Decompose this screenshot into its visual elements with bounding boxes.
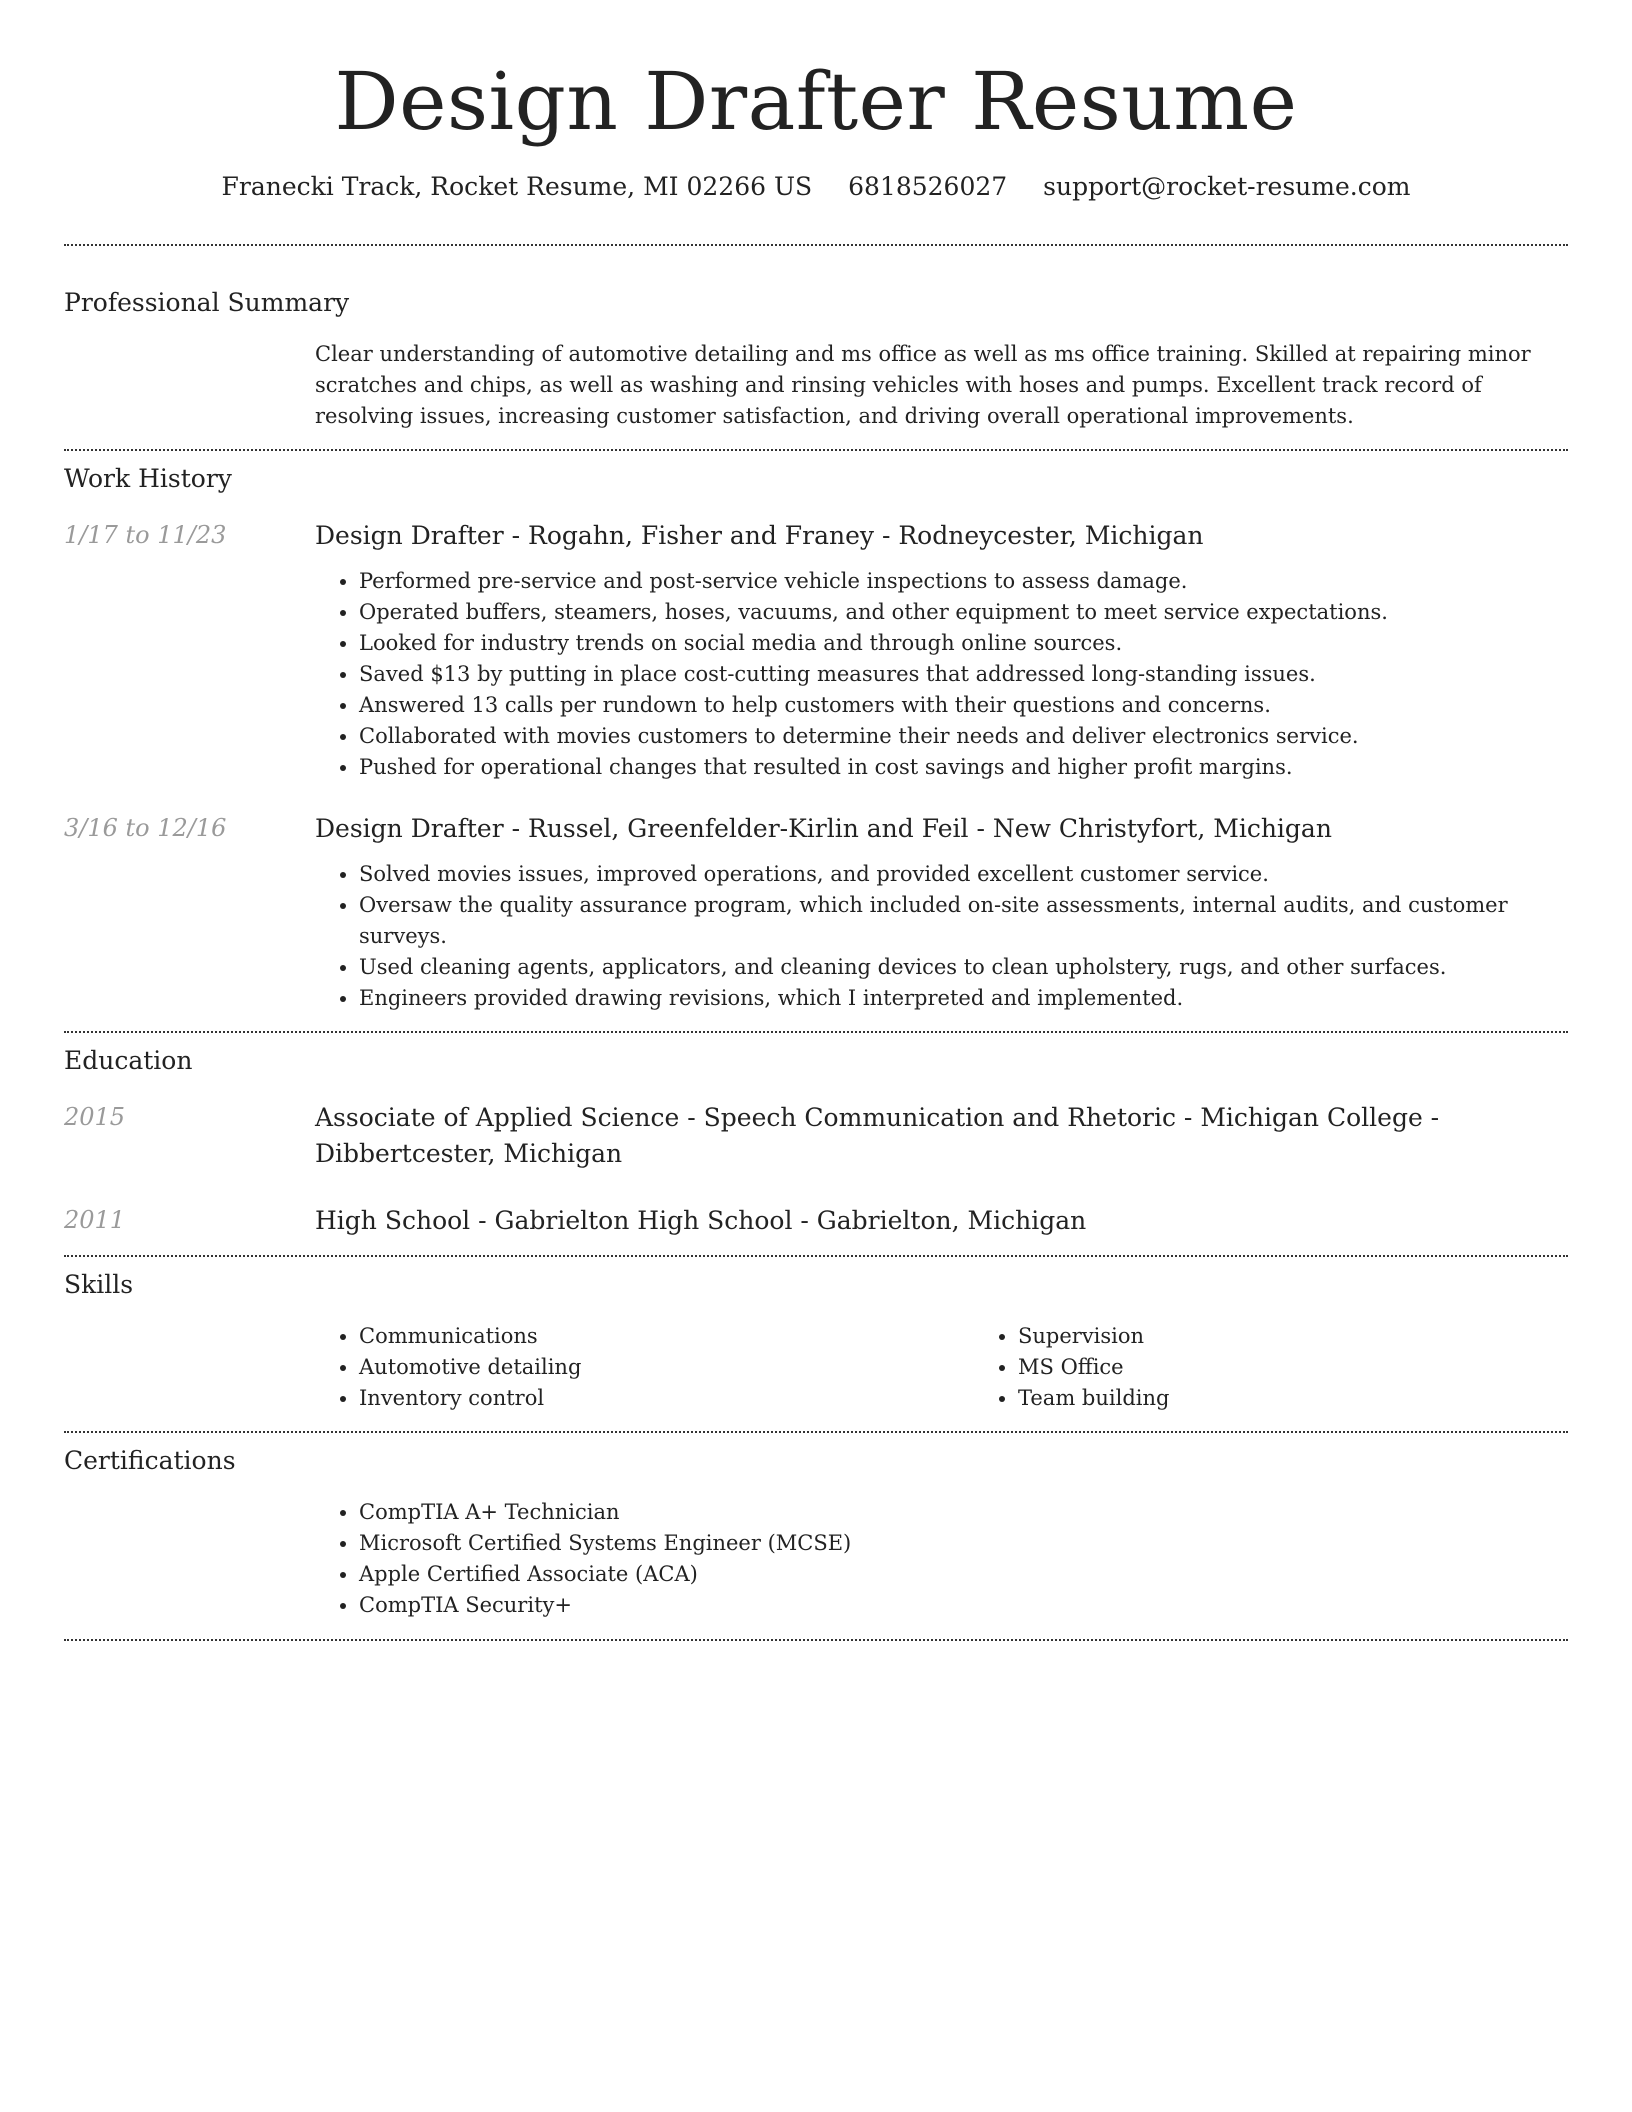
contact-line — [64, 170, 1568, 204]
list-item: • Solved movies issues, improved operations, and provided excellent customer service. — [359, 859, 1568, 890]
certifications-list — [315, 1497, 1568, 1621]
resume-header — [64, 0, 1568, 204]
work-section — [64, 451, 1568, 1014]
list-item: • Engineers provided drawing revisions, which I interpreted and implemented. — [359, 983, 1568, 1014]
list-item: • Collaborated with movies customers to determine their needs and deliver electronics service. — [359, 721, 1568, 752]
education-year: 2011 — [64, 1206, 126, 1234]
skill-item: • Team building — [1018, 1383, 1632, 1414]
certification-item: • CompTIA Security+ — [359, 1590, 1568, 1621]
job-title: Design Drafter - Rogahn, Fisher and Franey - Rodneycester, Michigan — [315, 521, 1204, 550]
job-bullets — [315, 566, 1568, 783]
job-title: Design Drafter - Russel, Greenfelder-Kirlin and Feil - New Christyfort, Michigan — [315, 814, 1332, 843]
contact-phone: 6818526027 — [848, 172, 1008, 201]
work-heading: Work History — [64, 464, 232, 493]
skills-section — [64, 1257, 1568, 1414]
list-item: • Answered 13 calls per rundown to help customers with their questions and concerns. — [359, 690, 1568, 721]
skill-item: • Automotive detailing — [359, 1352, 974, 1383]
list-item: • Looked for industry trends on social media and through online sources. — [359, 628, 1568, 659]
education-text: Associate of Applied Science - Speech Communication and Rhetoric - Michigan College - Dibbertcester, Michigan — [315, 1103, 1440, 1168]
section-divider — [64, 1639, 1568, 1641]
list-item: • Performed pre-service and post-service vehicle inspections to assess damage. — [359, 566, 1568, 597]
list-item: • Operated buffers, steamers, hoses, vacuums, and other equipment to meet service expectations. — [359, 597, 1568, 628]
education-section — [64, 1033, 1568, 1239]
contact-address: Franecki Track, Rocket Resume, MI 02266 US — [221, 172, 813, 201]
certifications-heading: Certifications — [64, 1446, 236, 1475]
education-heading: Education — [64, 1046, 193, 1075]
skill-item: • Supervision — [1018, 1321, 1632, 1352]
summary-text: Clear understanding of automotive detailing and ms office as well as ms office training. Skilled at repairing minor scratches and chips, as well as washing and rinsing vehicles with hoses and pumps. Excellent track record of resolving issues, increasing customer satisfaction, and driving overall operational improvements. — [315, 342, 1531, 428]
job-dates: 1/17 to 11/23 — [64, 521, 227, 549]
certification-item: • Apple Certified Associate (ACA) — [359, 1559, 1568, 1590]
job-dates: 3/16 to 12/16 — [64, 814, 227, 842]
list-item: • Pushed for operational changes that resulted in cost savings and higher profit margins. — [359, 752, 1568, 783]
certification-item: • Microsoft Certified Systems Engineer (MCSE) — [359, 1528, 1568, 1559]
page-title: Design Drafter Resume — [334, 55, 1298, 148]
education-entry — [64, 1100, 1568, 1172]
skills-heading: Skills — [64, 1270, 134, 1299]
skill-item: • Communications — [359, 1321, 974, 1352]
education-text: High School - Gabrielton High School - Gabrielton, Michigan — [315, 1206, 1087, 1235]
job-entry — [64, 518, 1568, 783]
education-year: 2015 — [64, 1103, 126, 1131]
education-entry — [64, 1203, 1568, 1239]
list-item: • Used cleaning agents, applicators, and cleaning devices to clean upholstery, rugs, and other surfaces. — [359, 952, 1568, 983]
summary-section — [64, 246, 1568, 432]
list-item: • Oversaw the quality assurance program, which included on-site assessments, internal audits, and customer surveys. — [359, 890, 1568, 952]
summary-heading: Professional Summary — [64, 288, 350, 317]
certification-item: • CompTIA A+ Technician — [359, 1497, 1568, 1528]
skill-item: • Inventory control — [359, 1383, 974, 1414]
skills-list-right — [974, 1321, 1632, 1414]
job-bullets — [315, 859, 1568, 1014]
skills-list-left — [315, 1321, 974, 1414]
skill-item: • MS Office — [1018, 1352, 1632, 1383]
skills-grid — [315, 1321, 1632, 1414]
list-item: • Saved $13 by putting in place cost-cutting measures that addressed long-standing issues. — [359, 659, 1568, 690]
job-entry — [64, 811, 1568, 1014]
certifications-section — [64, 1433, 1568, 1621]
contact-email: support@rocket-resume.com — [1043, 172, 1411, 201]
